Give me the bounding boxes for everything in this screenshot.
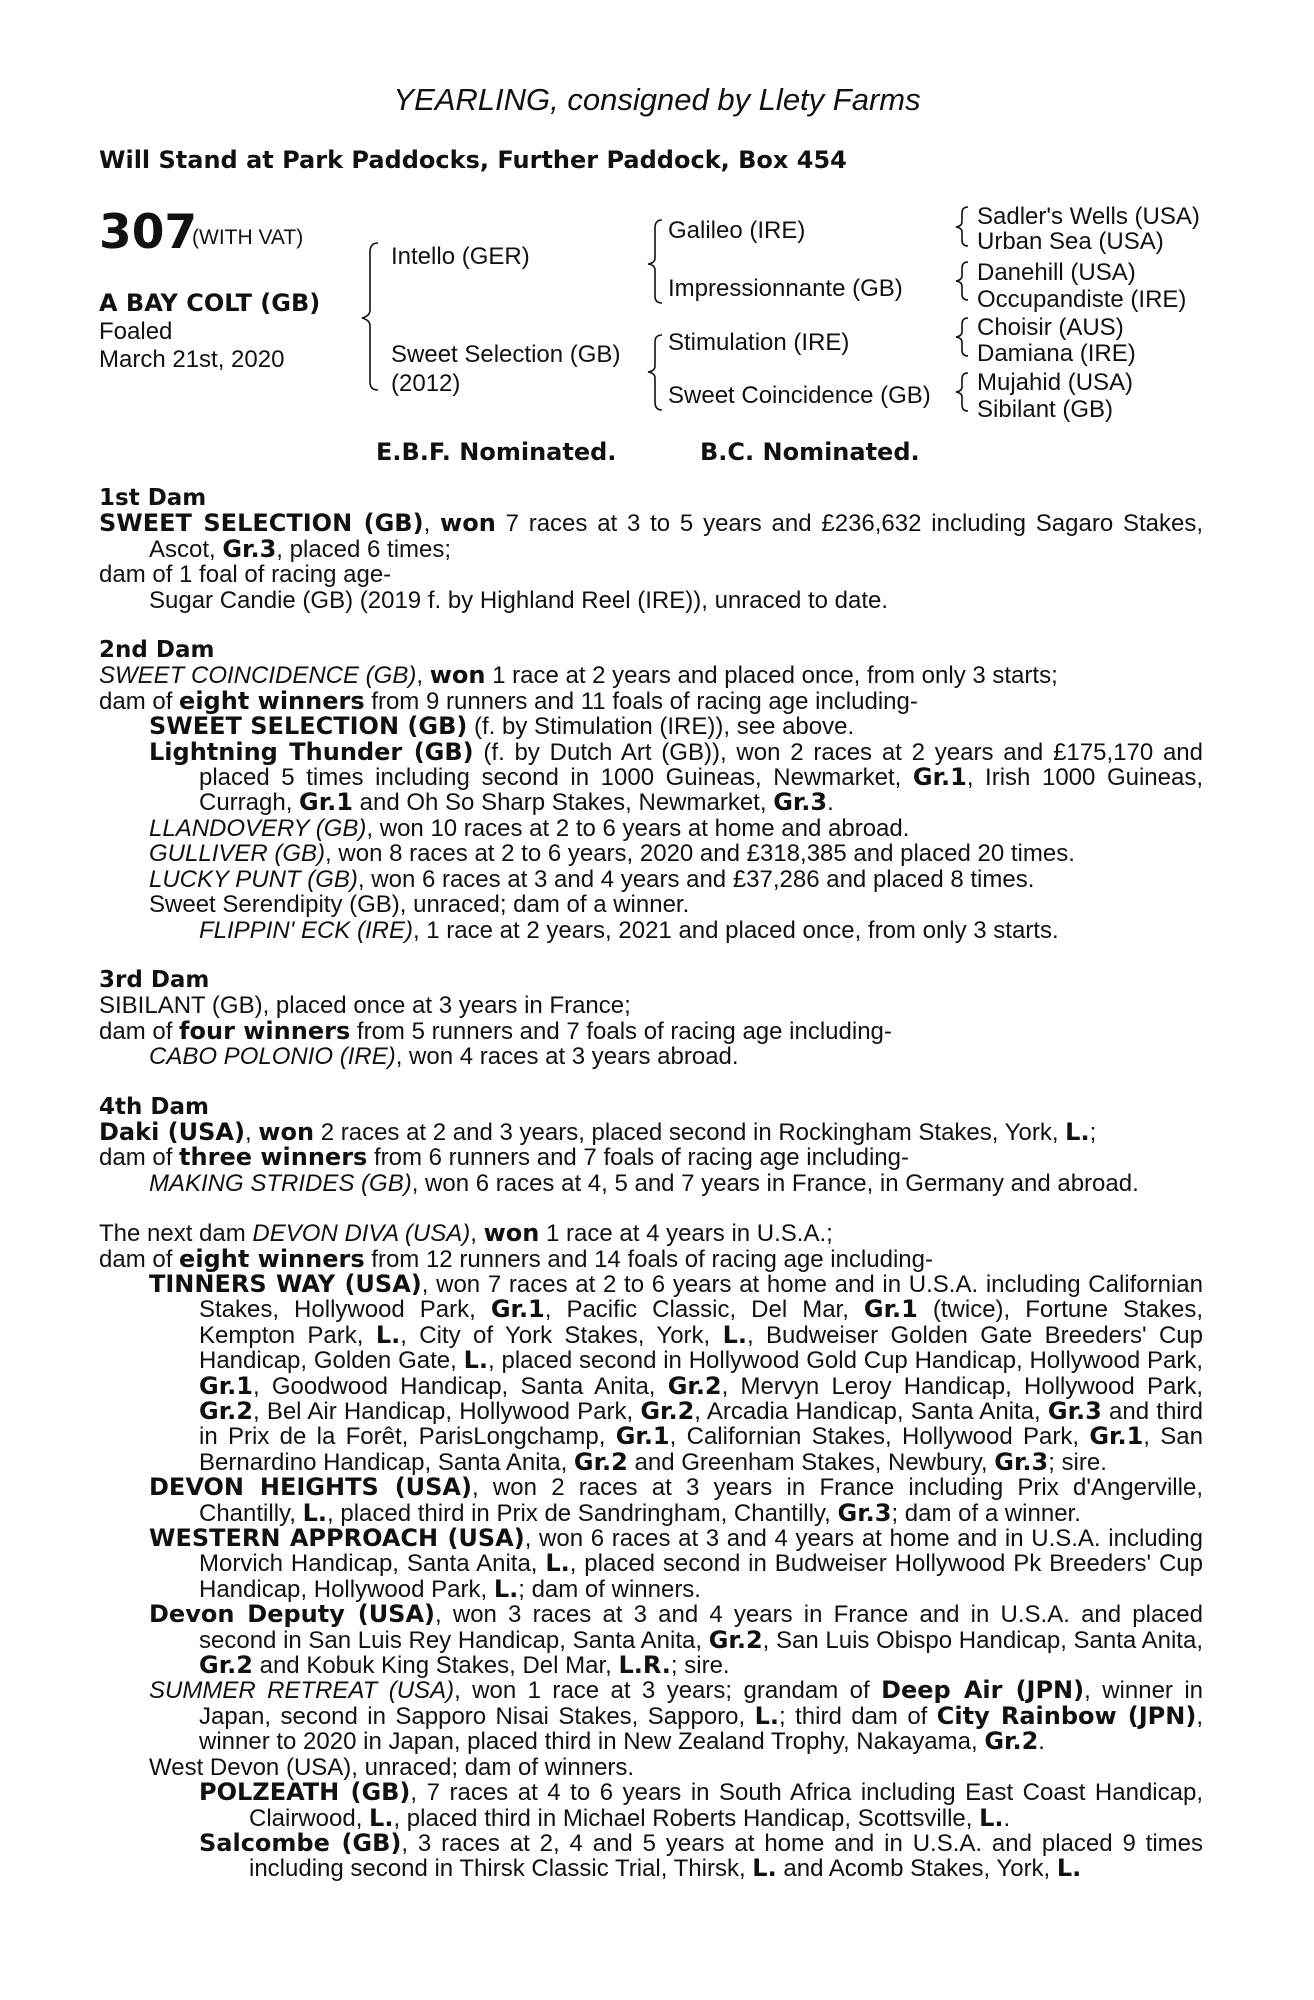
bold-text: Gr.2 — [573, 1447, 628, 1476]
bracket-g3 — [956, 318, 968, 356]
text-run: and Acomb Stakes, York, — [776, 1855, 1057, 1883]
bold-text: WESTERN APPROACH (USA) — [149, 1524, 525, 1553]
consignor-heading: YEARLING, consigned by Llety Farms — [393, 82, 921, 117]
text-run: ; third dam of — [779, 1702, 937, 1730]
pedigree-sire-dam: Impressionnante (GB) — [668, 275, 903, 302]
ebf-nomination: E.B.F. Nominated. — [376, 438, 617, 466]
text-run: and third in Prix de la Forêt, ParisLongchamp, — [199, 1398, 1203, 1451]
bracket-sire-dam — [362, 243, 378, 390]
text-run: , Bel Air Handicap, Hollywood Park, — [252, 1398, 641, 1425]
bold-text: L. — [1065, 1117, 1090, 1146]
bold-text: L. — [375, 1320, 401, 1349]
text-run: West Devon (USA), unraced; dam of winners. — [149, 1753, 635, 1781]
pedigree-dam: Sweet Selection (GB) — [391, 341, 621, 368]
pedigree-sire: Intello (GER) — [391, 243, 530, 270]
pedigree-dam-dam: Sweet Coincidence (GB) — [668, 382, 931, 409]
italic-text: FLIPPIN' ECK (IRE) — [199, 916, 413, 944]
text-run: Sugar Candie (GB) (2019 f. by Highland Reel (IRE)), unraced to date. — [149, 586, 889, 614]
bc-nomination: B.C. Nominated. — [700, 438, 920, 466]
bracket-g4 — [956, 373, 968, 411]
pedigree-gg-4: Occupandiste (IRE) — [977, 286, 1187, 313]
italic-text: GULLIVER (GB) — [149, 840, 326, 868]
text-run: , won 2 races at 3 years in France including Prix d'Angerville, Chantilly, — [199, 1474, 1203, 1527]
bold-text: Gr.1 — [912, 763, 967, 792]
italic-text: SWEET COINCIDENCE (GB) — [99, 662, 417, 690]
bold-text: Gr.3 — [994, 1447, 1049, 1476]
bold-text: Gr.1 — [615, 1422, 670, 1451]
vat-note: (WITH VAT) — [192, 226, 304, 249]
dam-section — [99, 968, 1203, 1070]
text-run: , Arcadia Handicap, Santa Anita, — [694, 1398, 1048, 1425]
pedigree-entry — [99, 1755, 1203, 1780]
text-run: (f. by Dutch Art (GB)), won 2 races at 2 years and £175,170 and placed 5 times including second in 1000 Guineas, Newmarket, — [199, 738, 1203, 792]
text-run: ; sire. — [1048, 1448, 1107, 1476]
bold-text: SWEET SELECTION (GB) — [99, 509, 424, 538]
text-run: ; — [1089, 1118, 1097, 1146]
italic-text: LLANDOVERY (GB) — [149, 814, 367, 842]
pedigree-entry — [99, 1678, 1203, 1754]
text-run: The next dam — [99, 1220, 253, 1248]
foaled-date: March 21st, 2020 — [99, 346, 285, 373]
bold-text: L. — [754, 1701, 780, 1730]
bold-text: won — [429, 661, 486, 690]
pedigree-entry — [99, 993, 1203, 1018]
pedigree-entry — [99, 816, 1203, 841]
bold-text: City Rainbow (JPN) — [936, 1701, 1197, 1730]
bold-text: four winners — [179, 1016, 351, 1045]
text-run: , won 8 races at 2 to 6 years, 2020 and £318,385 and placed 20 times. — [325, 840, 1075, 868]
section-heading: 2nd Dam — [99, 637, 215, 664]
text-run: Sweet Serendipity (GB), unraced; dam of a winner. — [149, 891, 690, 919]
pedigree-entry — [99, 867, 1203, 892]
lot-description: A BAY COLT (GB) — [99, 289, 321, 317]
text-run: dam of — [99, 1017, 180, 1045]
bold-text: L. — [302, 1498, 328, 1527]
pedigree-entry — [99, 1269, 1203, 1476]
text-run: 1 race at 4 years in U.S.A.; — [539, 1220, 833, 1248]
bold-text: POLZEATH (GB) — [199, 1778, 411, 1807]
section-heading: 3rd Dam — [99, 966, 210, 993]
bold-text: DEVON HEIGHTS (USA) — [149, 1473, 472, 1502]
bold-text: Gr.2 — [640, 1397, 695, 1425]
text-run: , won 1 race at 3 years; grandam of — [454, 1677, 882, 1705]
text-run: 1 race at 2 years and placed once, from only 3 starts; — [485, 662, 1058, 690]
pedigree-entry — [99, 1828, 1204, 1883]
text-run: dam of — [99, 687, 180, 715]
section-heading: 4th Dam — [99, 1093, 209, 1120]
italic-text: MAKING STRIDES (GB) — [149, 1169, 412, 1197]
text-run: . — [1003, 1804, 1011, 1832]
text-run: , 3 races at 2, 4 and 5 years at home and in U.S.A. and placed 9 times including second in Thirsk Classic Trial, Thirsk, — [249, 1829, 1204, 1883]
bold-text: won — [258, 1117, 315, 1146]
bold-text: Gr.1 — [199, 1371, 253, 1400]
foaled-label: Foaled — [99, 318, 173, 345]
bold-text: Gr.3 — [1047, 1397, 1102, 1425]
catalogue-body — [99, 486, 1203, 1882]
pedigree-sire-sire: Galileo (IRE) — [668, 217, 806, 244]
stand-location: Will Stand at Park Paddocks, Further Paddock, Box 454 — [99, 146, 847, 174]
text-run: , won 6 races at 4, 5 and 7 years in France, in Germany and abroad. — [411, 1169, 1139, 1197]
italic-text: SUMMER RETREAT (USA) — [149, 1677, 455, 1705]
text-run: , won 7 races at 2 to 6 years at home and in U.S.A. including Californian Stakes, Hollywood Park, — [199, 1270, 1203, 1324]
text-run: , Mervyn Leroy Handicap, Hollywood Park, — [721, 1372, 1203, 1400]
bold-text: Gr.2 — [708, 1625, 763, 1654]
italic-text: CABO POLONIO (IRE) — [149, 1043, 396, 1071]
pedigree-entry — [99, 737, 1203, 817]
bold-text: L. — [1056, 1854, 1082, 1883]
pedigree-gg-2: Urban Sea (USA) — [977, 228, 1164, 255]
text-run: , placed second in Budweiser Hollywood Pk Breeders' Cup Handicap, Hollywood Park, — [199, 1550, 1203, 1603]
text-run: , placed second in Hollywood Gold Cup Handicap, Hollywood Park, — [488, 1347, 1203, 1375]
pedigree-entry — [99, 562, 1203, 587]
italic-text: LUCKY PUNT (GB) — [149, 865, 358, 893]
text-run: , winner in Japan, second in Sapporo Nisai Stakes, Sapporo, — [199, 1677, 1204, 1730]
text-run: ; sire. — [670, 1652, 730, 1680]
bracket-dam — [648, 335, 662, 410]
pedigree-dam-sire: Stimulation (IRE) — [668, 329, 850, 356]
bracket-g2 — [956, 262, 968, 300]
pedigree-entry — [99, 1117, 1203, 1146]
text-run: and Kobuk King Stakes, Del Mar, — [252, 1652, 619, 1680]
pedigree-gg-8: Sibilant (GB) — [977, 396, 1114, 423]
text-run: (f. by Stimulation (IRE)), see above. — [467, 713, 855, 741]
pedigree-entry — [99, 841, 1203, 866]
text-run: , Californian Stakes, Hollywood Park, — [669, 1423, 1090, 1451]
pedigree-entry — [99, 1780, 1203, 1831]
text-run: , won 6 races at 3 and 4 years at home and in U.S.A. including Morvich Handicap, Santa Anita, — [199, 1525, 1203, 1578]
bold-text: Gr.1 — [299, 788, 353, 817]
bold-text: Gr.2 — [199, 1651, 253, 1680]
text-run: and Oh So Sharp Stakes, Newmarket, — [352, 789, 774, 817]
pedigree-gg-5: Choisir (AUS) — [977, 314, 1124, 341]
bold-text: L. — [493, 1574, 519, 1603]
pedigree-dam-year: (2012) — [391, 370, 461, 397]
dam-section — [99, 638, 1203, 943]
text-run: , San Bernardino Handicap, Santa Anita, — [199, 1423, 1203, 1476]
text-run: . — [827, 789, 834, 817]
text-run: , placed third in Michael Roberts Handicap, Scottsville, — [393, 1804, 980, 1832]
text-run: SIBILANT (GB), placed once at 3 years in France; — [99, 992, 631, 1020]
bold-text: Gr.1 — [1089, 1422, 1144, 1451]
text-run: dam of — [99, 1144, 180, 1172]
text-run: , — [416, 662, 430, 690]
bold-text: won — [483, 1219, 540, 1248]
bold-text: Devon Deputy (USA) — [149, 1600, 436, 1629]
text-run: , Goodwood Handicap, Santa Anita, — [252, 1372, 668, 1400]
dam-section — [99, 1095, 1203, 1197]
bold-text: Gr.2 — [199, 1397, 253, 1425]
text-run: , San Luis Obispo Handicap, Santa Anita, — [762, 1626, 1203, 1654]
text-run: , placed 6 times; — [276, 535, 452, 563]
text-run: , won 6 races at 3 and 4 years and £37,286 and placed 8 times. — [357, 865, 1035, 893]
bold-text: L. — [979, 1803, 1004, 1832]
bold-text: Gr.1 — [863, 1295, 918, 1324]
italic-text: DEVON DIVA (USA) — [252, 1220, 471, 1248]
bold-text: eight winners — [179, 1244, 365, 1273]
text-run: , 1 race at 2 years, 2021 and placed once, from only 3 starts. — [412, 916, 1059, 944]
pedigree-entry — [99, 1602, 1203, 1678]
text-run: , placed third in Prix de Sandringham, Chantilly, — [327, 1499, 838, 1527]
text-run: , won 3 races at 3 and 4 years in France and in U.S.A. and placed second in San Luis Rey Handicap, Santa Anita, — [199, 1601, 1204, 1654]
bold-text: Deep Air (JPN) — [881, 1676, 1085, 1705]
pedigree-gg-3: Danehill (USA) — [977, 259, 1136, 286]
bold-text: won — [440, 509, 496, 538]
pedigree-entry — [99, 1475, 1203, 1526]
pedigree-entry — [99, 1016, 1203, 1045]
bold-text: eight winners — [179, 686, 365, 715]
text-run: , 7 races at 4 to 6 years in South Africa including East Coast Handicap, Clairwood, — [249, 1779, 1203, 1832]
bold-text: three winners — [179, 1143, 368, 1172]
bold-text: TINNERS WAY (USA) — [149, 1269, 422, 1298]
dam-section — [99, 486, 1203, 613]
text-run: from 6 runners and 7 foals of racing age including- — [367, 1144, 909, 1172]
text-run: ; dam of winners. — [518, 1575, 701, 1603]
pedigree-entry — [99, 1145, 1203, 1170]
text-run: and Greenham Stakes, Newbury, — [627, 1448, 995, 1476]
lot-number: 307 — [99, 205, 198, 260]
text-run: from 12 runners and 14 foals of racing age including- — [364, 1245, 933, 1273]
bold-text: Gr.1 — [490, 1295, 545, 1324]
bracket-sire — [648, 220, 662, 303]
section-heading: 1st Dam — [99, 485, 207, 511]
pedigree-entry — [99, 663, 1203, 688]
bold-text: L. — [752, 1854, 777, 1883]
text-run: , — [244, 1118, 259, 1146]
text-run: from 9 runners and 11 foals of racing age including- — [364, 687, 918, 715]
text-run: ; dam of a winner. — [891, 1499, 1081, 1527]
text-run: . — [1038, 1728, 1045, 1756]
pedigree-entry — [99, 1171, 1203, 1196]
text-run: , — [470, 1220, 484, 1248]
pedigree-entry — [99, 714, 1203, 739]
pedigree-entry — [99, 588, 1203, 613]
bold-text: L. — [463, 1346, 489, 1375]
pedigree-entry — [99, 1526, 1203, 1602]
text-run: , Budweiser Golden Gate Breeders' Cup Handicap, Golden Gate, — [199, 1321, 1203, 1375]
pedigree-entry — [99, 892, 1203, 917]
text-run: dam of 1 foal of racing age- — [99, 561, 392, 589]
bold-text: Gr.3 — [837, 1498, 892, 1527]
bold-text: Daki (USA) — [99, 1117, 245, 1146]
pedigree-entry — [99, 1221, 1203, 1246]
bold-text: SWEET SELECTION (GB) — [149, 712, 468, 741]
text-run: , City of York Stakes, York, — [400, 1321, 723, 1349]
text-run: (twice), Fortune Stakes, Kempton Park, — [199, 1296, 1203, 1349]
bracket-g1 — [956, 207, 968, 246]
bold-text: L. — [545, 1549, 570, 1578]
text-run: 7 races at 3 to 5 years and £236,632 including Sagaro Stakes, Ascot, — [149, 510, 1204, 563]
text-run: , winner to 2020 in Japan, placed third in New Zealand Trophy, Nakayama, — [199, 1702, 1203, 1756]
text-run: from 5 runners and 7 foals of racing age including- — [350, 1017, 892, 1045]
text-run: , — [423, 510, 441, 538]
text-run: 2 races at 2 and 3 years, placed second in Rockingham Stakes, York, — [314, 1118, 1066, 1146]
pedigree-entry — [99, 686, 1203, 715]
text-run: dam of — [99, 1245, 180, 1273]
pedigree-entry — [99, 511, 1203, 562]
bold-text: Salcombe (GB) — [199, 1828, 402, 1857]
pedigree-gg-6: Damiana (IRE) — [977, 340, 1136, 367]
pedigree-entry — [99, 918, 1203, 943]
pedigree-gg-1: Sadler's Wells (USA) — [977, 203, 1200, 230]
bold-text: Lightning Thunder (GB) — [149, 737, 474, 766]
text-run: , won 10 races at 2 to 6 years at home and abroad. — [366, 814, 910, 842]
dam-section — [99, 1221, 1203, 1882]
text-run: , won 4 races at 3 years abroad. — [395, 1043, 739, 1071]
text-run: , Irish 1000 Guineas, Curragh, — [199, 764, 1203, 817]
text-run: , Pacific Classic, Del Mar, — [544, 1296, 864, 1324]
pedigree-entry — [99, 1244, 1203, 1273]
bold-text: L.R. — [618, 1651, 671, 1680]
bold-text: Gr.3 — [222, 534, 277, 563]
bold-text: L. — [369, 1803, 394, 1832]
bold-text: Gr.2 — [984, 1727, 1039, 1756]
bold-text: Gr.3 — [773, 788, 828, 817]
bold-text: Gr.2 — [667, 1371, 722, 1400]
bold-text: L. — [722, 1320, 748, 1349]
pedigree-gg-7: Mujahid (USA) — [977, 369, 1134, 396]
pedigree-entry — [99, 1044, 1203, 1069]
